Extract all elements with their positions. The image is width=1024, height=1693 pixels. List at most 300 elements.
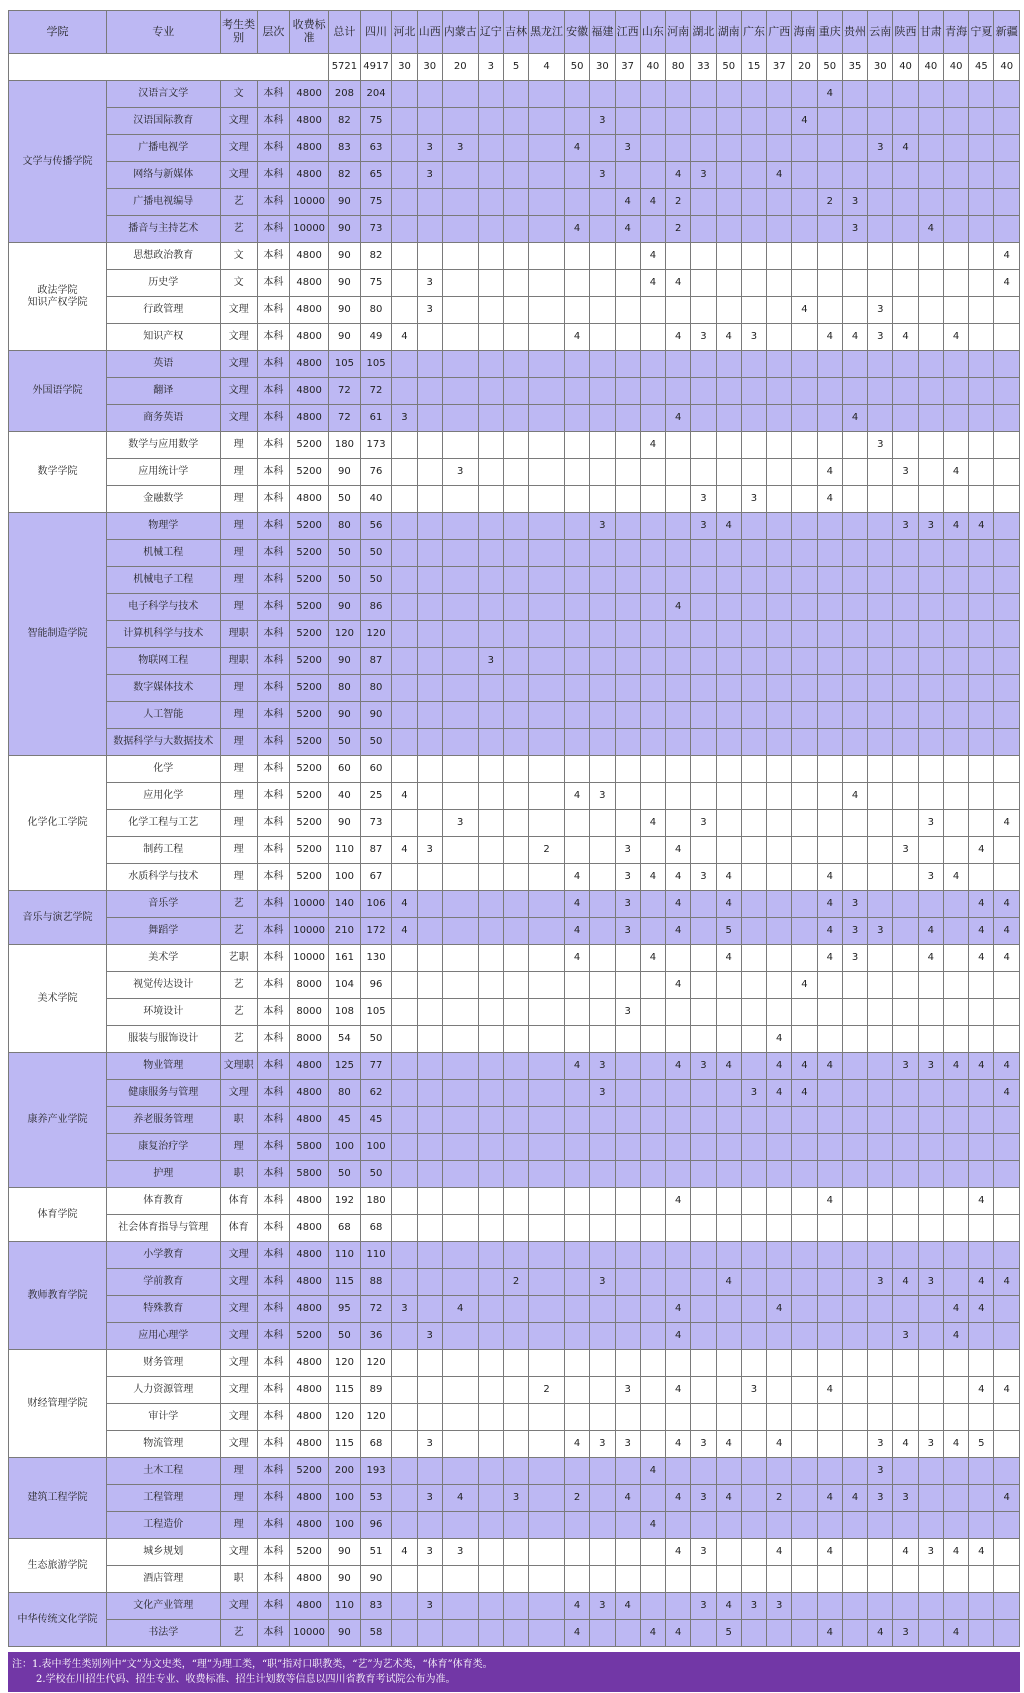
- data-cell: [994, 324, 1020, 351]
- data-cell: [529, 405, 565, 432]
- data-cell: [868, 1350, 893, 1377]
- data-cell: [392, 1026, 417, 1053]
- data-cell: [994, 864, 1020, 891]
- data-cell: [918, 1215, 943, 1242]
- data-cell: 108: [329, 999, 361, 1026]
- data-cell: [792, 1161, 817, 1188]
- totals-cell: 33: [691, 54, 716, 81]
- data-cell: 75: [360, 189, 392, 216]
- data-cell: 职: [220, 1161, 257, 1188]
- data-cell: [893, 918, 918, 945]
- table-row: [9, 756, 1020, 783]
- data-cell: [868, 1512, 893, 1539]
- data-cell: [417, 648, 442, 675]
- data-cell: [478, 108, 503, 135]
- data-cell: [478, 1377, 503, 1404]
- data-cell: [590, 324, 615, 351]
- data-cell: 5200: [290, 513, 329, 540]
- data-cell: [842, 594, 867, 621]
- data-cell: [564, 567, 589, 594]
- data-cell: [868, 999, 893, 1026]
- data-cell: [590, 945, 615, 972]
- data-cell: [417, 189, 442, 216]
- data-cell: 82: [360, 243, 392, 270]
- data-cell: 4: [666, 1485, 691, 1512]
- data-cell: [716, 675, 741, 702]
- data-cell: 3: [615, 999, 640, 1026]
- data-cell: [503, 1377, 528, 1404]
- data-cell: [640, 405, 665, 432]
- data-cell: 4: [564, 1053, 589, 1080]
- totals-cell: 40: [994, 54, 1020, 81]
- data-cell: [792, 1350, 817, 1377]
- data-cell: [503, 756, 528, 783]
- data-cell: [392, 1107, 417, 1134]
- data-cell: [792, 540, 817, 567]
- data-cell: [893, 1512, 918, 1539]
- data-cell: [392, 1215, 417, 1242]
- data-cell: [792, 864, 817, 891]
- data-cell: 4800: [290, 351, 329, 378]
- data-cell: 4: [842, 1485, 867, 1512]
- header-cell: 安徽: [564, 11, 589, 54]
- data-cell: 4800: [290, 81, 329, 108]
- header-cell: 河北: [392, 11, 417, 54]
- data-cell: 4: [969, 837, 994, 864]
- data-cell: [392, 351, 417, 378]
- data-cell: [943, 486, 968, 513]
- data-cell: 本科: [257, 945, 290, 972]
- data-cell: [893, 1134, 918, 1161]
- data-cell: [767, 1377, 792, 1404]
- data-cell: [943, 1593, 968, 1620]
- data-cell: 68: [360, 1215, 392, 1242]
- data-cell: [590, 405, 615, 432]
- data-cell: 80: [329, 1080, 361, 1107]
- data-cell: [442, 1188, 478, 1215]
- data-cell: [503, 1593, 528, 1620]
- data-cell: [417, 918, 442, 945]
- data-cell: [615, 162, 640, 189]
- data-cell: [392, 297, 417, 324]
- data-cell: [868, 945, 893, 972]
- data-cell: [640, 162, 665, 189]
- data-cell: 3: [893, 1053, 918, 1080]
- data-cell: [716, 405, 741, 432]
- data-cell: 75: [360, 108, 392, 135]
- header-cell: 河南: [666, 11, 691, 54]
- data-cell: [478, 567, 503, 594]
- data-cell: [994, 1512, 1020, 1539]
- data-cell: 4: [615, 1593, 640, 1620]
- data-cell: [792, 486, 817, 513]
- data-cell: 60: [360, 756, 392, 783]
- data-cell: 本科: [257, 1188, 290, 1215]
- data-cell: 83: [329, 135, 361, 162]
- data-cell: [590, 594, 615, 621]
- data-cell: [893, 1458, 918, 1485]
- data-cell: [918, 675, 943, 702]
- data-cell: [716, 1215, 741, 1242]
- data-cell: [590, 540, 615, 567]
- data-cell: [529, 486, 565, 513]
- totals-cell: 20: [792, 54, 817, 81]
- header-cell: 总计: [329, 11, 361, 54]
- totals-row: [9, 54, 1020, 81]
- data-cell: 本科: [257, 891, 290, 918]
- data-cell: [943, 189, 968, 216]
- data-cell: [529, 567, 565, 594]
- table-row: [9, 1080, 1020, 1107]
- data-cell: [640, 837, 665, 864]
- data-cell: [442, 999, 478, 1026]
- data-cell: [564, 1323, 589, 1350]
- data-cell: [767, 891, 792, 918]
- data-cell: [503, 945, 528, 972]
- data-cell: 本科: [257, 1161, 290, 1188]
- data-cell: [716, 837, 741, 864]
- data-cell: [817, 810, 842, 837]
- data-cell: 本科: [257, 486, 290, 513]
- data-cell: [503, 918, 528, 945]
- data-cell: [478, 1026, 503, 1053]
- table-row: [9, 1215, 1020, 1242]
- data-cell: 3: [842, 918, 867, 945]
- data-cell: [994, 1350, 1020, 1377]
- data-cell: 210: [329, 918, 361, 945]
- data-cell: [716, 1566, 741, 1593]
- data-cell: 3: [590, 162, 615, 189]
- data-cell: [442, 972, 478, 999]
- table-row: [9, 648, 1020, 675]
- major-cell: 数学与应用数学: [106, 432, 220, 459]
- data-cell: 3: [868, 918, 893, 945]
- data-cell: [969, 567, 994, 594]
- data-cell: [792, 459, 817, 486]
- data-cell: 90: [329, 216, 361, 243]
- data-cell: 90: [329, 702, 361, 729]
- data-cell: 105: [360, 999, 392, 1026]
- data-cell: [666, 810, 691, 837]
- data-cell: 3: [918, 1053, 943, 1080]
- data-cell: 4: [716, 513, 741, 540]
- data-cell: [590, 675, 615, 702]
- data-cell: 3: [417, 1485, 442, 1512]
- data-cell: 4: [817, 1188, 842, 1215]
- data-cell: [503, 810, 528, 837]
- data-cell: 4: [666, 918, 691, 945]
- data-cell: [564, 972, 589, 999]
- data-cell: [918, 1107, 943, 1134]
- data-cell: [666, 432, 691, 459]
- data-cell: [868, 648, 893, 675]
- major-cell: 文化产业管理: [106, 1593, 220, 1620]
- data-cell: [564, 1107, 589, 1134]
- data-cell: [529, 1026, 565, 1053]
- data-cell: [918, 1026, 943, 1053]
- table-row: [9, 918, 1020, 945]
- data-cell: [893, 999, 918, 1026]
- data-cell: 4: [994, 810, 1020, 837]
- totals-cell: 40: [640, 54, 665, 81]
- data-cell: [767, 540, 792, 567]
- data-cell: [392, 1620, 417, 1647]
- major-cell: 物业管理: [106, 1053, 220, 1080]
- data-cell: 理: [220, 756, 257, 783]
- data-cell: [741, 1242, 766, 1269]
- data-cell: [442, 864, 478, 891]
- data-cell: [392, 162, 417, 189]
- data-cell: [817, 378, 842, 405]
- data-cell: 73: [360, 216, 392, 243]
- data-cell: [741, 594, 766, 621]
- data-cell: [529, 1134, 565, 1161]
- data-cell: [392, 1566, 417, 1593]
- data-cell: [666, 756, 691, 783]
- data-cell: [640, 1539, 665, 1566]
- data-cell: [392, 567, 417, 594]
- data-cell: [615, 513, 640, 540]
- data-cell: 120: [360, 1350, 392, 1377]
- data-cell: [691, 1215, 716, 1242]
- data-cell: [478, 162, 503, 189]
- table-row: [9, 432, 1020, 459]
- data-cell: 90: [360, 702, 392, 729]
- data-cell: [842, 1539, 867, 1566]
- major-cell: 英语: [106, 351, 220, 378]
- data-cell: [417, 1188, 442, 1215]
- data-cell: [478, 135, 503, 162]
- data-cell: 3: [691, 1053, 716, 1080]
- data-cell: [994, 1593, 1020, 1620]
- data-cell: 4: [615, 1485, 640, 1512]
- data-cell: 4: [716, 1053, 741, 1080]
- data-cell: [666, 621, 691, 648]
- data-cell: 4: [817, 918, 842, 945]
- data-cell: [666, 702, 691, 729]
- data-cell: [716, 243, 741, 270]
- data-cell: [792, 918, 817, 945]
- data-cell: [741, 783, 766, 810]
- data-cell: [442, 162, 478, 189]
- major-cell: 广播电视编导: [106, 189, 220, 216]
- table-row: [9, 1350, 1020, 1377]
- data-cell: [817, 1404, 842, 1431]
- data-cell: [615, 1620, 640, 1647]
- data-cell: 50: [360, 1161, 392, 1188]
- table-row: [9, 459, 1020, 486]
- data-cell: [842, 81, 867, 108]
- data-cell: 3: [868, 297, 893, 324]
- data-cell: 3: [741, 1377, 766, 1404]
- data-cell: 4: [817, 486, 842, 513]
- data-cell: [716, 1161, 741, 1188]
- major-cell: 学前教育: [106, 1269, 220, 1296]
- data-cell: 3: [868, 1431, 893, 1458]
- data-cell: 120: [360, 621, 392, 648]
- data-cell: [817, 1161, 842, 1188]
- data-cell: [590, 81, 615, 108]
- data-cell: 本科: [257, 756, 290, 783]
- data-cell: 4: [640, 945, 665, 972]
- data-cell: [529, 243, 565, 270]
- data-cell: [392, 621, 417, 648]
- major-cell: 物理学: [106, 513, 220, 540]
- data-cell: [893, 540, 918, 567]
- data-cell: [767, 243, 792, 270]
- data-cell: [969, 432, 994, 459]
- data-cell: [503, 405, 528, 432]
- data-cell: [691, 945, 716, 972]
- data-cell: [392, 1161, 417, 1188]
- data-cell: [716, 594, 741, 621]
- data-cell: 文理: [220, 108, 257, 135]
- table-row: [9, 351, 1020, 378]
- data-cell: [741, 567, 766, 594]
- data-cell: 3: [392, 1296, 417, 1323]
- data-cell: [918, 243, 943, 270]
- data-cell: [590, 1458, 615, 1485]
- data-cell: [564, 621, 589, 648]
- data-cell: [716, 108, 741, 135]
- data-cell: [716, 216, 741, 243]
- data-cell: 5200: [290, 1539, 329, 1566]
- data-cell: [417, 351, 442, 378]
- table-row: [9, 378, 1020, 405]
- data-cell: 4: [893, 1269, 918, 1296]
- data-cell: [969, 216, 994, 243]
- data-cell: 本科: [257, 513, 290, 540]
- data-cell: [868, 1188, 893, 1215]
- header-cell: 海南: [792, 11, 817, 54]
- data-cell: 艺: [220, 972, 257, 999]
- data-cell: [529, 513, 565, 540]
- data-cell: 4800: [290, 270, 329, 297]
- data-cell: 3: [842, 216, 867, 243]
- data-cell: [741, 1134, 766, 1161]
- data-cell: [691, 1512, 716, 1539]
- data-cell: [868, 621, 893, 648]
- data-cell: [893, 1026, 918, 1053]
- data-cell: 120: [329, 1350, 361, 1377]
- data-cell: [615, 405, 640, 432]
- data-cell: [529, 702, 565, 729]
- data-cell: 50: [329, 1161, 361, 1188]
- data-cell: [817, 243, 842, 270]
- data-cell: 50: [329, 567, 361, 594]
- data-cell: [842, 1404, 867, 1431]
- data-cell: [767, 729, 792, 756]
- data-cell: [564, 378, 589, 405]
- data-cell: 68: [329, 1215, 361, 1242]
- college-cell: 中华传统文化学院: [9, 1593, 107, 1647]
- data-cell: [943, 270, 968, 297]
- data-cell: 50: [360, 1026, 392, 1053]
- data-cell: 4: [994, 945, 1020, 972]
- data-cell: 2: [529, 1377, 565, 1404]
- data-cell: [918, 1134, 943, 1161]
- data-cell: 4: [817, 459, 842, 486]
- data-cell: [741, 810, 766, 837]
- data-cell: [893, 1242, 918, 1269]
- data-cell: [893, 486, 918, 513]
- major-cell: 视觉传达设计: [106, 972, 220, 999]
- data-cell: [691, 351, 716, 378]
- data-cell: [442, 918, 478, 945]
- data-cell: 体育: [220, 1188, 257, 1215]
- data-cell: 4: [792, 1053, 817, 1080]
- data-cell: [943, 1458, 968, 1485]
- data-cell: [564, 1080, 589, 1107]
- data-cell: [716, 1080, 741, 1107]
- data-cell: [392, 999, 417, 1026]
- data-cell: 4: [716, 1431, 741, 1458]
- data-cell: [741, 918, 766, 945]
- data-cell: [792, 1458, 817, 1485]
- header-cell: 四川: [360, 11, 392, 54]
- data-cell: [868, 1026, 893, 1053]
- data-cell: [640, 1242, 665, 1269]
- data-cell: [767, 567, 792, 594]
- data-cell: [442, 1053, 478, 1080]
- data-cell: [893, 621, 918, 648]
- data-cell: [503, 675, 528, 702]
- data-cell: [792, 432, 817, 459]
- table-row: [9, 1026, 1020, 1053]
- data-cell: 4: [767, 1296, 792, 1323]
- major-cell: 播音与主持艺术: [106, 216, 220, 243]
- data-cell: [767, 1404, 792, 1431]
- data-cell: [392, 108, 417, 135]
- data-cell: [529, 270, 565, 297]
- data-cell: [590, 135, 615, 162]
- data-cell: [741, 216, 766, 243]
- data-cell: [741, 945, 766, 972]
- data-cell: [417, 945, 442, 972]
- data-cell: [503, 1620, 528, 1647]
- data-cell: [716, 702, 741, 729]
- data-cell: [994, 432, 1020, 459]
- data-cell: [590, 972, 615, 999]
- data-cell: [503, 486, 528, 513]
- data-cell: [767, 1620, 792, 1647]
- data-cell: 4: [392, 783, 417, 810]
- data-cell: 4: [969, 513, 994, 540]
- data-cell: [417, 1404, 442, 1431]
- data-cell: [529, 918, 565, 945]
- data-cell: [503, 1215, 528, 1242]
- data-cell: 本科: [257, 1134, 290, 1161]
- data-cell: [792, 324, 817, 351]
- data-cell: 本科: [257, 675, 290, 702]
- table-row: [9, 108, 1020, 135]
- data-cell: [529, 378, 565, 405]
- major-cell: 化学工程与工艺: [106, 810, 220, 837]
- data-cell: [417, 594, 442, 621]
- data-cell: 130: [360, 945, 392, 972]
- data-cell: [868, 81, 893, 108]
- data-cell: [741, 108, 766, 135]
- data-cell: 4: [666, 324, 691, 351]
- data-cell: [666, 135, 691, 162]
- data-cell: [478, 702, 503, 729]
- data-cell: 文理: [220, 1323, 257, 1350]
- data-cell: [691, 108, 716, 135]
- data-cell: [842, 351, 867, 378]
- data-cell: [503, 162, 528, 189]
- data-cell: 4: [994, 918, 1020, 945]
- data-cell: [417, 1215, 442, 1242]
